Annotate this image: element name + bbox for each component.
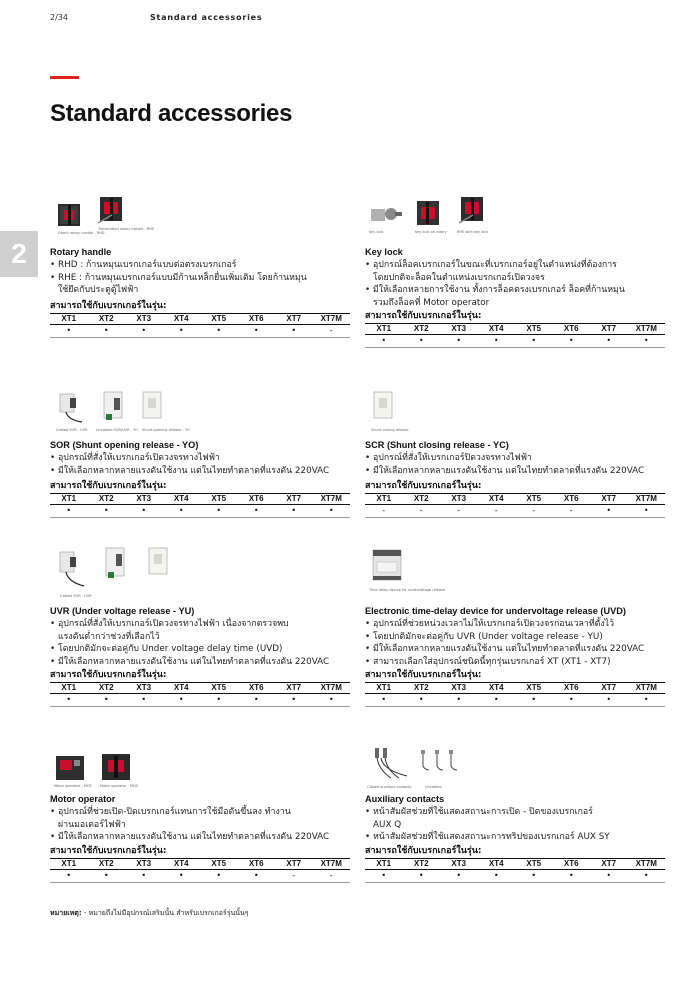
model-header: XT7M [628, 324, 666, 335]
product-images [365, 388, 665, 440]
availability-cell: - [275, 869, 313, 882]
model-header: XT4 [478, 858, 516, 869]
availability-cell: • [50, 869, 88, 882]
availability-cell: - [478, 505, 516, 518]
model-header: XT5 [200, 683, 238, 694]
availability-cell: • [403, 869, 441, 882]
compatibility-label: สามารถใช้กับเบรกเกอร์ในรุ่น: [50, 670, 167, 681]
image-caption: Cabled SOR - UVR [56, 428, 88, 432]
availability-cell: • [553, 335, 591, 348]
description-line: • มีให้เลือกหลากหลายแรงดันใช้งาน แต่ในไทยทำตลาดที่แรงดัน 220VAC [50, 656, 330, 667]
availability-cell: • [478, 335, 516, 348]
model-header: XT1 [365, 858, 403, 869]
availability-cell: • [163, 324, 201, 337]
shunt-closing-release-image [371, 390, 395, 422]
availability-cell: • [200, 505, 238, 518]
description-line: • มีให้เลือกหลากหลายแรงดันใช้งาน แต่ในไทยทำตลาดที่แรงดัน 220VAC [365, 644, 645, 655]
compatibility-label: สามารถใช้กับเบรกเกอร์ในรุ่น: [50, 300, 167, 311]
motor-operator-moe-image [54, 752, 86, 782]
compatibility-label: สามารถใช้กับเบรกเกอร์ในรุ่น: [365, 481, 482, 492]
availability-cell: • [440, 694, 478, 707]
model-header: XT4 [478, 683, 516, 694]
accessory-block-uvd [365, 544, 665, 707]
image-caption: Uncabled SOR/UVR - YO [96, 428, 138, 432]
availability-cell: • [553, 694, 591, 707]
model-header: XT2 [403, 858, 441, 869]
block-title: Key lock [365, 247, 403, 257]
model-header: XT1 [50, 858, 88, 869]
rhe-key-lock-image [457, 195, 487, 225]
uncabled-auxiliary-contacts-image [419, 748, 463, 776]
availability-cell: • [50, 694, 88, 707]
model-header: XT1 [50, 313, 88, 324]
model-header: XT4 [478, 324, 516, 335]
block-title: SCR (Shunt closing release - YC) [365, 440, 509, 450]
model-header: XT6 [238, 313, 276, 324]
description-line: รวมถึงล็อคที่ Motor operator [373, 297, 490, 308]
page-number: 2/34 [50, 13, 68, 22]
description-line: • หน้าสัมผัสช่วยที่ใช้แสดงสถานะการทริปของเบรกเกอร์ AUX SY [365, 832, 610, 843]
availability-cell: • [590, 335, 628, 348]
model-header: XT3 [440, 683, 478, 694]
model-header: XT2 [403, 494, 441, 505]
compatibility-table [365, 493, 665, 518]
availability-cell: • [88, 324, 126, 337]
description-line: แรงดันต่ำกว่าช่วงที่เลือกไว้ [58, 631, 160, 642]
compatibility-table [50, 313, 350, 338]
rotary-handle-rhd-image [56, 201, 84, 229]
model-header: XT7 [275, 313, 313, 324]
image-caption: RHE with key lock [457, 230, 489, 234]
block-title: Motor operator [50, 794, 116, 804]
image-caption: Transmitted rotary handle - RHE [98, 227, 155, 231]
product-images [50, 544, 350, 606]
availability-cell: • [163, 694, 201, 707]
availability-cell: • [628, 505, 666, 518]
model-header: XT2 [88, 494, 126, 505]
model-header: XT5 [515, 324, 553, 335]
accessory-block-sor [50, 388, 350, 518]
model-header: XT7M [628, 494, 666, 505]
availability-cell: • [88, 694, 126, 707]
model-header: XT4 [163, 858, 201, 869]
model-header: XT3 [440, 324, 478, 335]
model-header: XT7 [275, 494, 313, 505]
availability-cell: • [200, 694, 238, 707]
uncabled-sor-image [100, 390, 126, 424]
availability-cell: • [88, 869, 126, 882]
block-title: Electronic time-delay device for undervoltage release (UVD) [365, 606, 626, 616]
availability-cell: - [440, 505, 478, 518]
model-header: XT6 [238, 858, 276, 869]
model-header: XT3 [125, 683, 163, 694]
block-title: Rotary handle [50, 247, 112, 257]
model-header: XT3 [125, 858, 163, 869]
model-header: XT1 [50, 494, 88, 505]
model-header: XT7M [628, 683, 666, 694]
image-caption: Cabled auxiliary contacts [367, 785, 412, 789]
availability-cell: - [515, 505, 553, 518]
model-header: XT1 [50, 683, 88, 694]
cabled-auxiliary-contacts-image [371, 746, 411, 782]
availability-cell: • [50, 505, 88, 518]
availability-cell: - [313, 324, 351, 337]
description-line: • สามารถเลือกใส่อุปกรณ์ชนิดนี้ทุกรุ่นเบรกเกอร์ XT (XT1 - XT7) [365, 656, 611, 667]
availability-cell: • [515, 694, 553, 707]
model-header: XT5 [515, 683, 553, 694]
motor-operator-mod-image [100, 750, 132, 782]
description-line: • อุปกรณ์ที่สั่งให้เบรกเกอร์เปิดวงจรทางไฟฟ้า เนื่องจากตรวจพบ [50, 619, 289, 629]
description-line: • อุปกรณ์ที่สั่งให้เบรกเกอร์ปิดวงจรทางไฟฟ้า [365, 453, 532, 463]
availability-cell: • [590, 869, 628, 882]
compatibility-table [50, 493, 350, 518]
description-line: • มีให้เลือกหลายการใช้งาน ทั้งการล็อคตรงเบรกเกอร์ ล็อคที่ก้านหมุน [365, 285, 625, 296]
compatibility-table [50, 858, 350, 883]
model-header: XT7M [628, 858, 666, 869]
image-caption: Time delay device for undervoltage release [369, 588, 446, 592]
availability-cell: • [553, 869, 591, 882]
cabled-uvr-image [56, 548, 90, 588]
model-header: XT2 [88, 683, 126, 694]
availability-cell: • [478, 694, 516, 707]
availability-cell: • [238, 869, 276, 882]
model-header: XT5 [200, 858, 238, 869]
availability-cell: • [515, 335, 553, 348]
availability-cell: • [50, 324, 88, 337]
image-caption: Key lock on rotary [415, 230, 447, 234]
description-line: • หน้าสัมผัสช่วยที่ใช้แสดงสถานะการเปิด - ปิดของเบรกเกอร์ [365, 807, 593, 817]
model-header: XT7 [275, 683, 313, 694]
footnote-label: หมายเหตุ: [50, 909, 82, 917]
description-line: โดยปกติจะล็อคในตำแหน่งเบรกเกอร์เปิดวงจร [373, 272, 545, 283]
image-caption: Shunt closing release [371, 428, 409, 432]
model-header: XT5 [200, 494, 238, 505]
model-header: XT2 [88, 313, 126, 324]
description-line: • อุปกรณ์ที่สั่งให้เบรกเกอร์เปิดวงจรทางไฟฟ้า [50, 453, 220, 463]
footnote-text: - หมายถึงไม่มีอุปกรณ์เสริมนั้น สำหรับเบรกเกอร์รุ่นนั้นๆ [81, 909, 249, 917]
product-images [365, 195, 665, 247]
availability-cell: • [275, 324, 313, 337]
availability-cell: - [403, 505, 441, 518]
description-line: ผ่านมอเตอร์ไฟฟ้า [58, 819, 126, 830]
availability-cell: • [125, 869, 163, 882]
availability-cell: - [313, 869, 351, 882]
compatibility-label: สามารถใช้กับเบรกเกอร์ในรุ่น: [365, 670, 482, 681]
image-caption: Shunt opening release - YO [142, 428, 190, 432]
description-line: • RHD : ก้านหมุนเบรกเกอร์แบบต่อตรงเบรกเกอร์ [50, 260, 237, 270]
time-delay-device-image [371, 548, 403, 584]
block-title: Auxiliary contacts [365, 794, 445, 804]
description-line: • มีให้เลือกหลากหลายแรงดันใช้งาน แต่ในไทยทำตลาดที่แรงดัน 220VAC [365, 465, 645, 476]
compatibility-table [50, 682, 350, 707]
availability-cell: - [365, 505, 403, 518]
availability-cell: • [125, 324, 163, 337]
model-header: XT7M [313, 494, 351, 505]
model-header: XT1 [365, 683, 403, 694]
description-line: AUX Q [373, 819, 402, 830]
image-caption: Motor operator - MOE [54, 784, 92, 788]
model-header: XT4 [163, 683, 201, 694]
availability-cell: • [200, 324, 238, 337]
model-header: XT1 [365, 324, 403, 335]
description-line: • อุปกรณ์ที่ช่วยหน่วงเวลาไม่ให้เบรกเกอร์เปิดวงจรก่อนเวลาที่ตั้งไว้ [365, 619, 615, 629]
model-header: XT7 [275, 858, 313, 869]
model-header: XT5 [200, 313, 238, 324]
availability-cell: • [163, 505, 201, 518]
model-header: XT6 [553, 683, 591, 694]
image-caption: Uncabled [425, 785, 442, 789]
accessory-block-scr [365, 388, 665, 518]
model-header: XT5 [515, 494, 553, 505]
description-line: • อุปกรณ์ล็อคเบรกเกอร์ในขณะที่เบรกเกอร์อยู่ในตำแหน่งที่ต้องการ [365, 260, 617, 270]
model-header: XT4 [163, 313, 201, 324]
description-line: • RHE : ก้านหมุนเบรกเกอร์แบบมีก้านเหล็กยื่นเพิ่มเติม โดยก้านหมุน [50, 272, 307, 283]
description-line: • โดยปกติมักจะต่อคู่กับ UVR (Under voltage release - YU) [365, 631, 603, 642]
product-images [365, 544, 665, 606]
compatibility-label: สามารถใช้กับเบรกเกอร์ในรุ่น: [50, 845, 167, 856]
availability-cell: • [163, 869, 201, 882]
model-header: XT7 [590, 858, 628, 869]
shunt-opening-release-image [140, 390, 164, 422]
availability-cell: • [365, 694, 403, 707]
model-header: XT4 [478, 494, 516, 505]
product-images [50, 195, 350, 247]
availability-cell: • [275, 505, 313, 518]
model-header: XT3 [440, 494, 478, 505]
availability-cell: • [403, 694, 441, 707]
block-title: SOR (Shunt opening release - YO) [50, 440, 199, 450]
model-header: XT3 [440, 858, 478, 869]
product-images [50, 388, 350, 440]
availability-cell: • [628, 869, 666, 882]
description-line: • อุปกรณ์ที่ช่วยเปิด-ปิดเบรกเกอร์แทนการใช้มือดันขึ้นลง ทำงาน [50, 807, 291, 817]
model-header: XT4 [163, 494, 201, 505]
model-header: XT7M [313, 858, 351, 869]
rotary-handle-rhe-image [96, 195, 126, 225]
model-header: XT2 [88, 858, 126, 869]
description-line: ใช้ยึดกับประตูตู้ไฟฟ้า [58, 285, 139, 296]
accessory-block-key-lock [365, 195, 665, 348]
availability-cell: • [88, 505, 126, 518]
availability-cell: - [553, 505, 591, 518]
availability-cell: • [275, 694, 313, 707]
availability-cell: • [125, 694, 163, 707]
availability-cell: • [628, 335, 666, 348]
availability-cell: • [590, 505, 628, 518]
model-header: XT5 [515, 858, 553, 869]
availability-cell: • [200, 869, 238, 882]
model-header: XT6 [238, 683, 276, 694]
availability-cell: • [125, 505, 163, 518]
compatibility-table [365, 858, 665, 883]
uncabled-uvr-image [102, 546, 128, 582]
chapter-tab: 2 [0, 231, 38, 277]
accessory-block-auxiliary-contacts [365, 744, 665, 883]
compatibility-table [365, 323, 665, 348]
model-header: XT6 [553, 494, 591, 505]
key-lock-rotary-image [415, 199, 441, 227]
key-lock-image [369, 201, 403, 227]
description-line: • มีให้เลือกหลากหลายแรงดันใช้งาน แต่ในไทยทำตลาดที่แรงดัน 220VAC [50, 832, 330, 843]
accessory-block-motor-operator [50, 744, 350, 883]
description-line: • มีให้เลือกหลากหลายแรงดันใช้งาน แต่ในไทยทำตลาดที่แรงดัน 220VAC [50, 465, 330, 476]
model-header: XT6 [238, 494, 276, 505]
model-header: XT2 [403, 683, 441, 694]
block-title: UVR (Under voltage release - YU) [50, 606, 195, 616]
availability-cell: • [313, 505, 351, 518]
availability-cell: • [628, 694, 666, 707]
cabled-sor-image [56, 390, 88, 424]
availability-cell: • [403, 335, 441, 348]
compatibility-label: สามารถใช้กับเบรกเกอร์ในรุ่น: [365, 311, 482, 322]
availability-cell: • [440, 869, 478, 882]
model-header: XT6 [553, 858, 591, 869]
model-header: XT7M [313, 683, 351, 694]
compatibility-table [365, 682, 665, 707]
product-images [50, 744, 350, 794]
model-header: XT7 [590, 683, 628, 694]
model-header: XT3 [125, 313, 163, 324]
description-line: • โดยปกติมักจะต่อคู่กับ Under voltage delay time (UVD) [50, 644, 283, 655]
availability-cell: • [365, 869, 403, 882]
model-header: XT7 [590, 324, 628, 335]
footnote [50, 908, 249, 919]
accessory-block-uvr [50, 544, 350, 707]
model-header: XT6 [553, 324, 591, 335]
availability-cell: • [238, 505, 276, 518]
model-header: XT1 [365, 494, 403, 505]
availability-cell: • [478, 869, 516, 882]
accent-bar [50, 76, 79, 79]
under-voltage-release-image [146, 546, 170, 578]
availability-cell: • [590, 694, 628, 707]
image-caption: Motor operator - MOD [100, 784, 139, 788]
availability-cell: • [313, 694, 351, 707]
availability-cell: • [238, 694, 276, 707]
availability-cell: • [440, 335, 478, 348]
availability-cell: • [365, 335, 403, 348]
model-header: XT3 [125, 494, 163, 505]
availability-cell: • [238, 324, 276, 337]
image-caption: Key lock [369, 230, 384, 234]
compatibility-label: สามารถใช้กับเบรกเกอร์ในรุ่น: [50, 481, 167, 492]
model-header: XT7 [590, 494, 628, 505]
page-title: Standard accessories [50, 100, 293, 127]
compatibility-label: สามารถใช้กับเบรกเกอร์ในรุ่น: [365, 845, 482, 856]
model-header: XT2 [403, 324, 441, 335]
model-header: XT7M [313, 313, 351, 324]
product-images [365, 744, 665, 794]
accessory-block-rotary-handle [50, 195, 350, 338]
availability-cell: • [515, 869, 553, 882]
image-caption: Cabled SOR - UVR [60, 594, 92, 598]
image-caption: Direct rotary handle - RHD [58, 231, 105, 235]
running-header: Standard accessories [150, 13, 263, 22]
